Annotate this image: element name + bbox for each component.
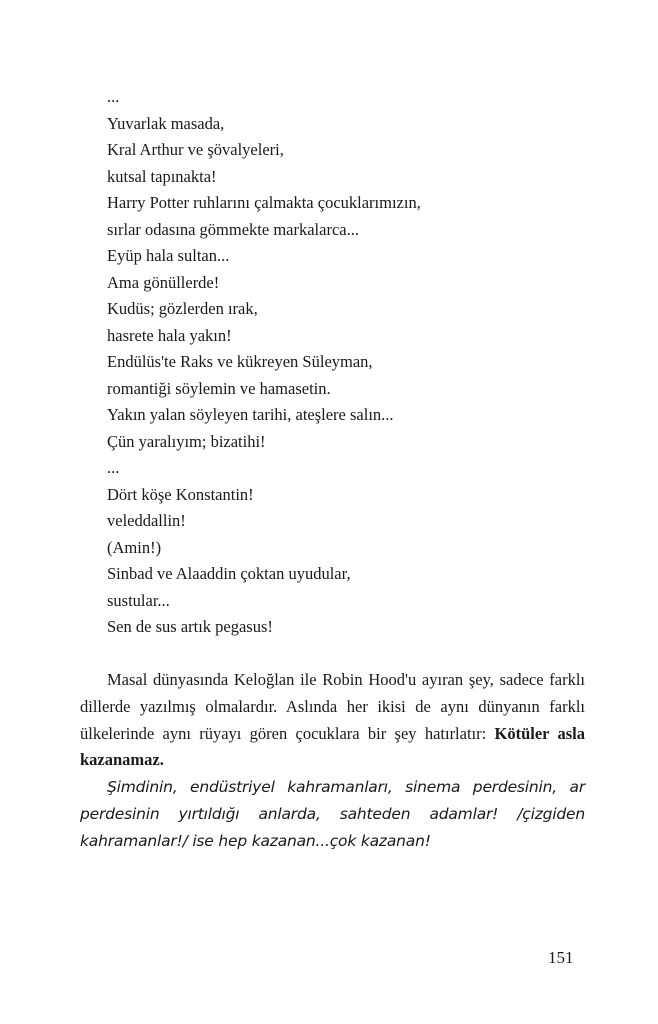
- poem-line: Eyüp hala sultan...: [107, 246, 230, 265]
- paragraph: [80, 774, 585, 854]
- poem-line: romantiği söylemin ve hamasetin.: [107, 378, 331, 398]
- page-number: 151: [548, 948, 574, 967]
- poem-line: kutsal tapınakta!: [107, 166, 217, 186]
- poem-line: Endülüs'te Raks ve kükreyen Süleyman,: [107, 352, 373, 371]
- italic-paragraph-text: Şimdinin, endüstriyel kahramanları, sinema perdesinin, ar perdesinin yırtıldığı anlarda, sahteden adamlar! /çizgiden kahramanlar!/ ise hep kazanan...çok kazanan!: [80, 778, 585, 850]
- bold-statement: Kötüler asla kazanamaz.: [80, 723, 585, 770]
- poem-block: [107, 84, 567, 641]
- poem-line: ...: [107, 87, 120, 106]
- poem-line: Yuvarlak masada,: [107, 113, 225, 133]
- poem-line: sustular...: [107, 590, 170, 610]
- poem-line: sırlar odasına gömmekte markalarca...: [107, 219, 359, 239]
- paragraph-text: Masal dünyasında Keloğlan ile Robin Hood'u ayıran şey, sadece farklı dillerde yazılmış olmalardır. Aslında her ikisi de aynı dünyanın farklı ülkelerinde aynı rüyayı gören çocuklara bir şey hatırlatır:: [80, 670, 585, 743]
- poem-line: Sen de sus artık pegasus!: [107, 617, 273, 636]
- poem-line: Yakın yalan söyleyen tarihi, ateşlere salın...: [107, 405, 394, 424]
- poem-line: Kudüs; gözlerden ırak,: [107, 299, 258, 318]
- poem-line: Sinbad ve Alaaddin çoktan uyudular,: [107, 564, 351, 583]
- poem-line: Ama gönüllerde!: [107, 272, 220, 292]
- poem-line: Harry Potter ruhlarını çalmakta çocuklarımızın,: [107, 193, 421, 212]
- poem-line: Kral Arthur ve şövalyeleri,: [107, 140, 284, 159]
- poem-line: hasrete hala yakın!: [107, 325, 232, 345]
- poem-line: (Amin!): [107, 537, 162, 557]
- poem-line: veleddallin!: [107, 511, 186, 530]
- prose-block: [80, 667, 585, 855]
- poem-line: Çün yaralıyım; bizatihi!: [107, 431, 266, 451]
- paragraph: [80, 667, 585, 774]
- poem-line: Dört köşe Konstantin!: [107, 484, 254, 504]
- poem-line: ...: [107, 458, 120, 477]
